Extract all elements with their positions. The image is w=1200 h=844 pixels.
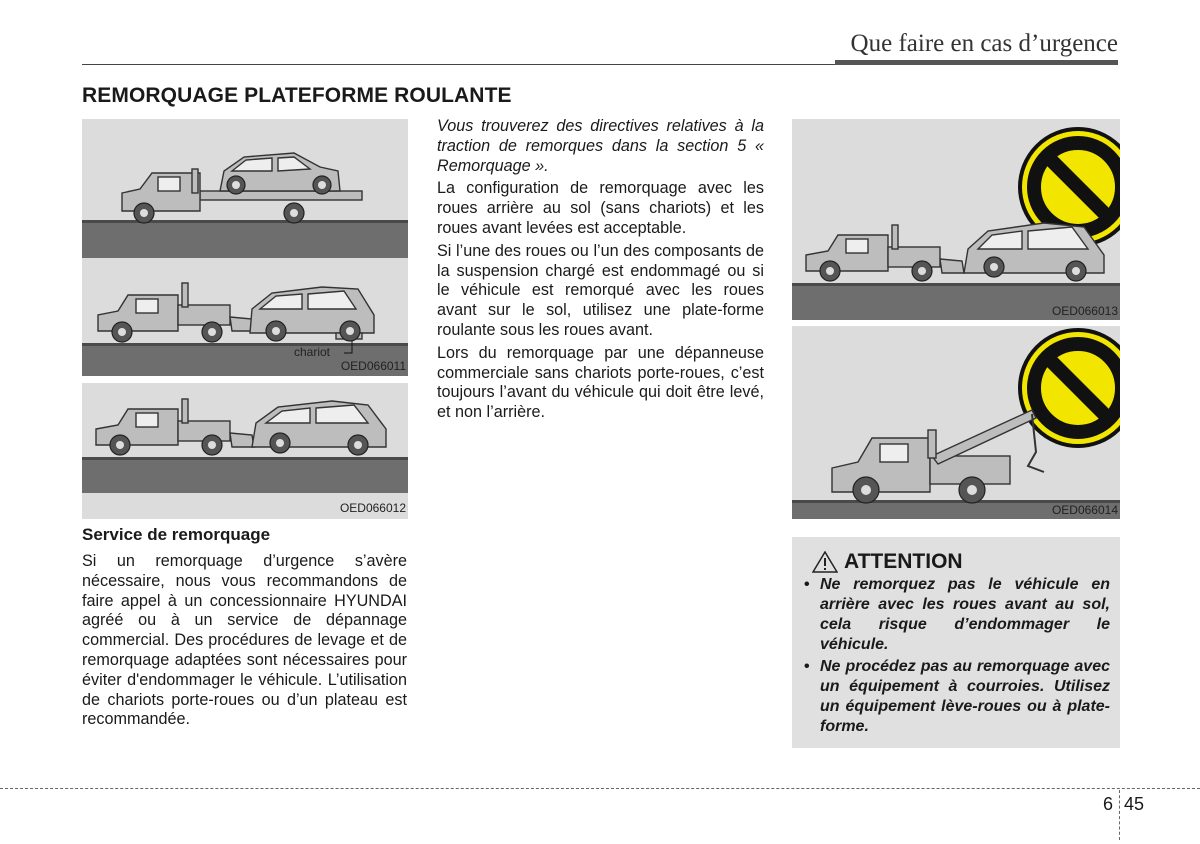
paragraph-1: La configuration de remorquage avec les roues arrière au sol (sans chariots) et les roues avant levées est acceptable. (437, 179, 764, 237)
chariot-label: chariot (294, 345, 331, 359)
header-rule-accent (835, 60, 1118, 65)
attention-box (792, 537, 1120, 748)
subheading-service-remorquage: Service de remorquage (82, 525, 271, 544)
figure-code-oed066014: OED066014 (1051, 503, 1118, 517)
prohibited-sling-tow-illustration (792, 326, 1120, 519)
page-separator (1119, 790, 1120, 840)
paragraph-2: Si l’une des roues ou l’un des composants de la suspension chargé est endommagé ou si le véhicule est remorqué avec les roues avant sur le sol, utilisez une plate-forme roulante sous les roues avant. (437, 241, 764, 339)
section-title: REMORQUAGE PLATEFORME ROULANTE (82, 84, 512, 107)
attention-list (804, 575, 1110, 739)
footer-rule (0, 788, 1200, 789)
header-title: Que faire en cas d’urgence (850, 30, 1118, 57)
warning-triangle-icon (812, 551, 838, 573)
page-number: 45 (1124, 794, 1145, 814)
attention-item: • Ne remorquez pas le véhicule en arrière avec les roues avant au sol, cela risque d’endommager le véhicule. (804, 576, 1110, 653)
header-rule (82, 64, 837, 65)
middle-column (437, 117, 764, 426)
figure-prohibited-rear-lift (792, 119, 1120, 320)
figure-prohibited-sling-tow (792, 326, 1120, 519)
towing-illustration (82, 119, 408, 376)
paragraph-3: Lors du remorquage par une dépanneuse commerciale sans chariots porte-roues, c’est toujours l’avant du véhicule qui doit être levé, et non l’arrière. (437, 343, 764, 422)
figure-towing-flatbed-and-dolly (82, 119, 408, 376)
chapter-number: 6 (1103, 794, 1114, 814)
wheel-lift-illustration (82, 383, 408, 519)
service-paragraph: Si un remorquage d’urgence s’avère nécessaire, nous vous recommandons de faire appel à un concessionnaire HYUNDAI agréé ou à un service de dépannage commercial. Des procédures de levage et de remorquage adaptées sont nécessaires pour éviter d'endommager le véhicule. L’utilisation de chariots porte-roues ou d’un plateau est recommandée. (82, 552, 407, 729)
figure-towing-wheel-lift (82, 383, 408, 519)
prohibition-icon (1020, 330, 1120, 446)
figure-code-oed066011: OED066011 (340, 359, 406, 373)
prohibited-rear-lift-illustration (792, 119, 1120, 320)
attention-item: • Ne procédez pas au remorquage avec un équipement à courroies. Utilisez un équipement lève-roues ou à plate-forme. (804, 658, 1110, 735)
figure-code-oed066013: OED066013 (1051, 304, 1118, 318)
attention-title: ATTENTION (844, 550, 963, 573)
intro-italic: Vous trouverez des directives relatives à la traction de remorques dans la section 5 « Remorquage ». (437, 117, 764, 175)
figure-code-oed066012: OED066012 (339, 501, 406, 515)
attention-header (812, 547, 963, 577)
left-paragraph (82, 552, 407, 733)
